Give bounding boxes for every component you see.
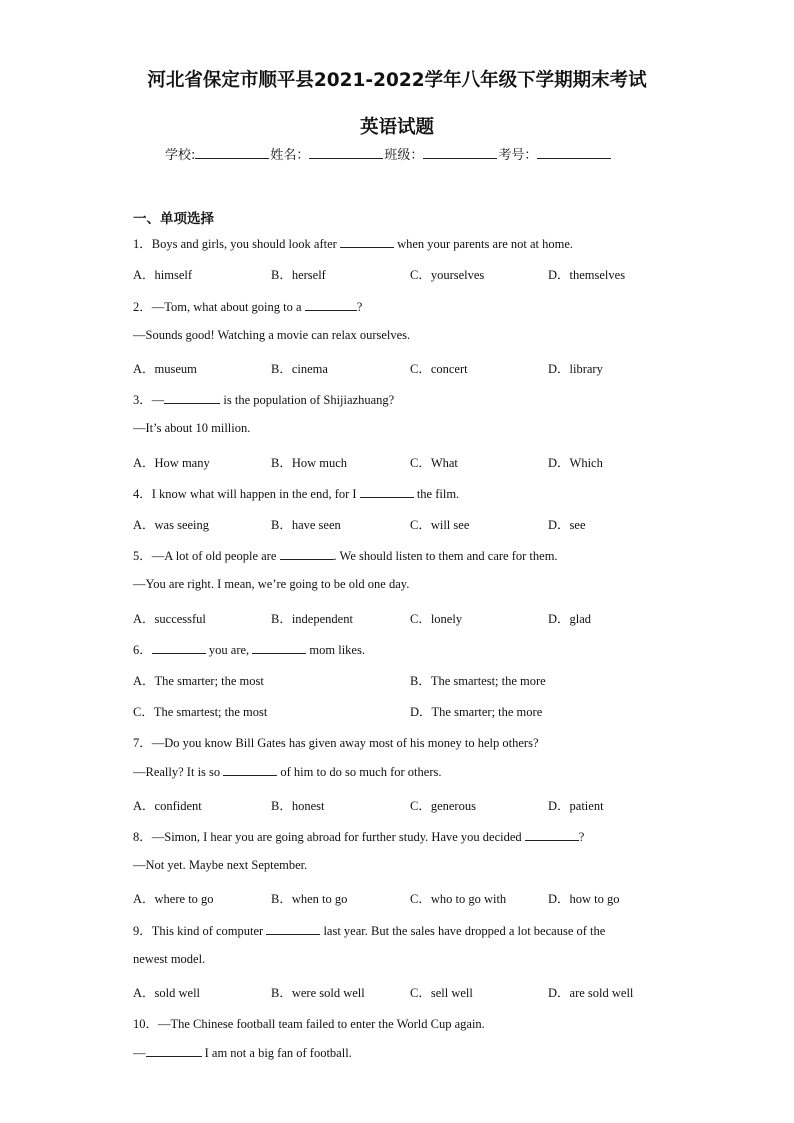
- stem-text: of him to do so much for others.: [277, 765, 442, 779]
- name-label: 姓名：: [270, 148, 310, 163]
- stem-text: 2．—Tom, what about going to a: [133, 300, 305, 314]
- class-label: 班级：: [384, 148, 424, 163]
- question-8-reply: —Not yet. Maybe next September.: [133, 858, 308, 872]
- question-6-stem: [133, 640, 365, 658]
- option-c: C．sell well: [410, 986, 473, 1000]
- option-a: A．The smarter; the most: [133, 674, 264, 688]
- school-label: 学校:: [165, 148, 196, 163]
- stem-text: —: [133, 1046, 146, 1060]
- answer-blank: [280, 548, 334, 560]
- stem-text: you are,: [205, 643, 253, 657]
- stem-text: the film.: [413, 487, 460, 501]
- stem-text: ?: [356, 300, 363, 314]
- option-b: B．when to go: [271, 892, 348, 906]
- section-heading: 一、单项选择: [133, 211, 214, 227]
- question-2-stem: [133, 297, 362, 315]
- option-a: A．himself: [133, 268, 193, 282]
- option-d: D．patient: [548, 799, 604, 813]
- option-c: C．What: [410, 456, 458, 470]
- option-b: B．independent: [271, 612, 353, 626]
- stem-text: —Really? It is so: [133, 765, 224, 779]
- class-blank[interactable]: [423, 146, 497, 159]
- school-blank[interactable]: [195, 146, 269, 159]
- option-b: B．honest: [271, 799, 325, 813]
- option-b: B．have seen: [271, 518, 341, 532]
- answer-blank: [164, 392, 220, 404]
- option-a: A．museum: [133, 362, 197, 376]
- option-d: D．how to go: [548, 892, 620, 906]
- stem-text: last year. But the sales have dropped a lot because of the: [320, 924, 606, 938]
- student-info-row: [165, 144, 612, 163]
- stem-text: I am not a big fan of football.: [201, 1046, 352, 1060]
- stem-text: 6．: [133, 643, 152, 657]
- option-c: C．lonely: [410, 612, 463, 626]
- question-5-reply: —You are right. I mean, we’re going to be old one day.: [133, 577, 410, 591]
- option-d: D．glad: [548, 612, 592, 626]
- answer-blank: [305, 299, 357, 311]
- question-5-stem: [133, 546, 558, 564]
- question-2-reply: —Sounds good! Watching a movie can relax ourselves.: [133, 328, 411, 342]
- option-b: B．The smartest; the more: [410, 674, 546, 688]
- question-9-continued: newest model.: [133, 952, 206, 966]
- question-7-reply: [133, 764, 441, 780]
- question-7-stem: 7．—Do you know Bill Gates has given away most of his money to help others?: [133, 736, 539, 750]
- question-1-stem: [133, 234, 573, 252]
- stem-text: mom likes.: [306, 643, 365, 657]
- exam-title: 河北省保定市顺平县2021-2022学年八年级下学期期末考试: [147, 70, 647, 91]
- option-a: A．How many: [133, 456, 210, 470]
- answer-blank: [525, 829, 579, 841]
- number-blank[interactable]: [537, 146, 611, 159]
- answer-blank: [340, 236, 394, 248]
- stem-text: 4．I know what will happen in the end, for I: [133, 487, 360, 501]
- option-a: A．where to go: [133, 892, 214, 906]
- stem-text: when your parents are not at home.: [393, 237, 574, 251]
- option-a: A．successful: [133, 612, 206, 626]
- option-d: D．are sold well: [548, 986, 634, 1000]
- question-4-stem: [133, 484, 459, 502]
- answer-blank: [360, 486, 414, 498]
- stem-text: ?: [578, 830, 585, 844]
- answer-blank: [152, 642, 206, 654]
- answer-blank: [252, 642, 306, 654]
- number-label: 考号：: [498, 148, 538, 163]
- stem-text: 1．Boys and girls, you should look after: [133, 237, 340, 251]
- option-b: B．were sold well: [271, 986, 365, 1000]
- option-d: D．library: [548, 362, 603, 376]
- stem-text: is the population of Shijiazhuang?: [220, 393, 395, 407]
- question-3-reply: —It’s about 10 million.: [133, 421, 251, 435]
- question-9-stem: [133, 921, 605, 939]
- name-blank[interactable]: [309, 146, 383, 159]
- stem-text: 9．This kind of computer: [133, 924, 267, 938]
- question-10-reply: [133, 1045, 352, 1061]
- option-a: A．was seeing: [133, 518, 210, 532]
- option-c: C．concert: [410, 362, 468, 376]
- option-d: D．themselves: [548, 268, 626, 282]
- option-c: C．will see: [410, 518, 470, 532]
- question-3-stem: [133, 390, 394, 408]
- option-c: C．who to go with: [410, 892, 507, 906]
- stem-text: . We should listen to them and care for them.: [333, 549, 558, 563]
- answer-blank: [266, 923, 320, 935]
- option-b: B．How much: [271, 456, 348, 470]
- option-d: D．see: [548, 518, 586, 532]
- answer-blank: [223, 764, 277, 776]
- stem-text: 3．—: [133, 393, 165, 407]
- option-a: A．sold well: [133, 986, 201, 1000]
- stem-text: 8．—Simon, I hear you are going abroad for further study. Have you decided: [133, 830, 525, 844]
- question-8-stem: [133, 827, 584, 845]
- option-a: A．confident: [133, 799, 202, 813]
- answer-blank: [146, 1045, 202, 1057]
- stem-text: 5．—A lot of old people are: [133, 549, 280, 563]
- option-c: C．generous: [410, 799, 476, 813]
- exam-subtitle: 英语试题: [359, 117, 434, 138]
- option-b: B．herself: [271, 268, 326, 282]
- option-d: D．Which: [548, 456, 603, 470]
- question-10-stem: 10．—The Chinese football team failed to enter the World Cup again.: [133, 1017, 485, 1031]
- option-c: C．The smartest; the most: [133, 705, 268, 719]
- option-d: D．The smarter; the more: [410, 705, 543, 719]
- option-c: C．yourselves: [410, 268, 485, 282]
- option-b: B．cinema: [271, 362, 328, 376]
